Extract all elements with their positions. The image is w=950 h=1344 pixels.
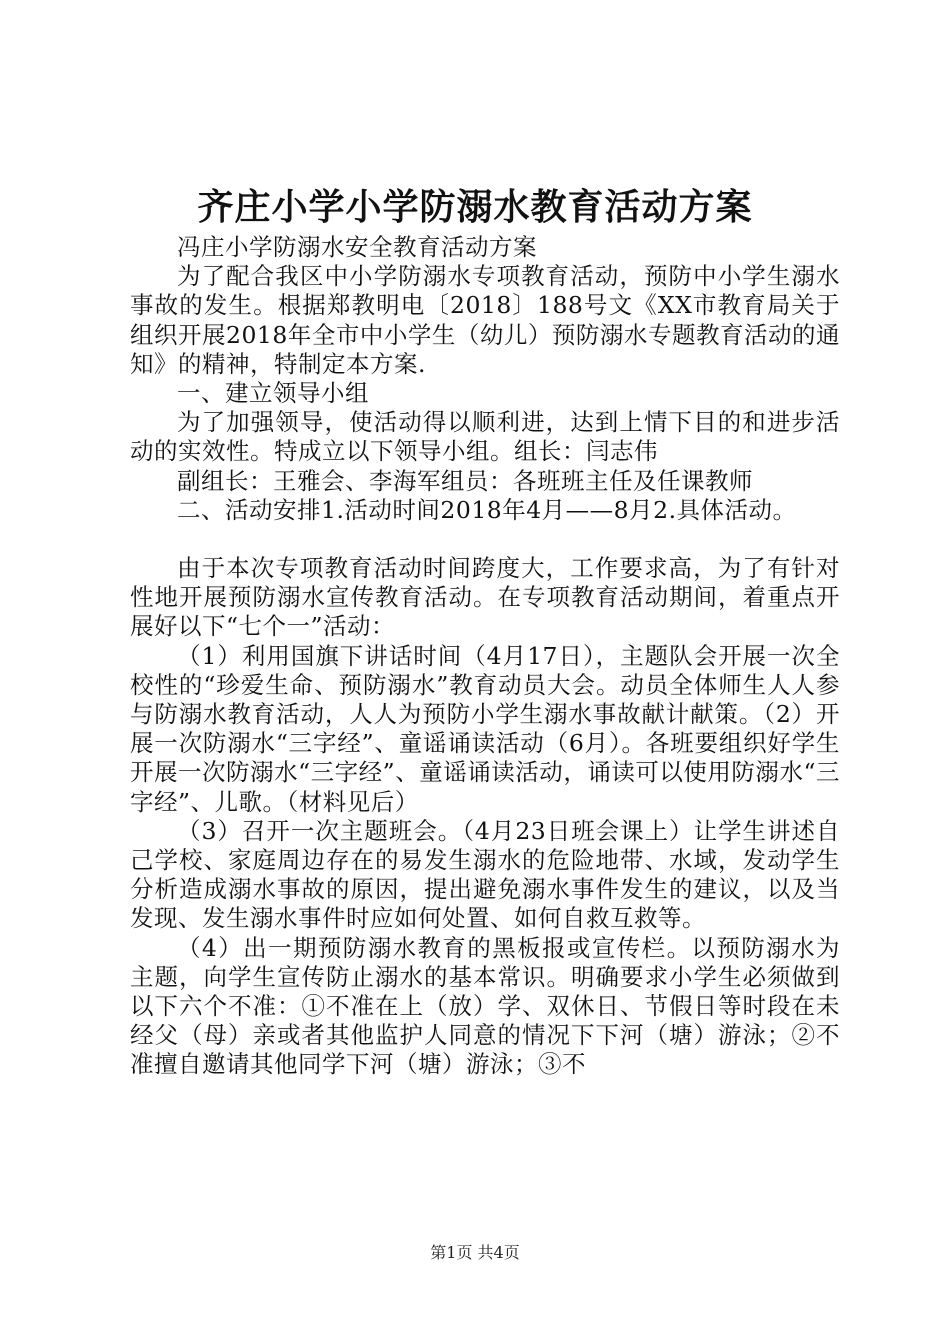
paragraph-activity-3: （3）召开一次主题班会。（4月23日班会课上）让学生讲述自己学校、家庭周边存在的易发生溺水的危险地带、水域，发动学生分析造成溺水事故的原因，提出避免溺水事件发生的建议，以及当发现、发生溺水事件时应如何处置、如何自救互救等。 xyxy=(130,816,840,933)
document-title: 齐庄小学小学防溺水教育活动方案 xyxy=(197,186,753,228)
document-body xyxy=(130,233,840,1080)
paragraph-activity-4: （4）出一期预防溺水教育的黑板报或宣传栏。以预防溺水为主题，向学生宣传防止溺水的基本常识。明确要求小学生必须做到以下六个不准：①不准在上（放）学、双休日、节假日等时段在未经父（母）亲或者其他监护人同意的情况下下河（塘）游泳；②不准擅自邀请其他同学下河（塘）游泳；③不 xyxy=(130,933,840,1079)
paragraph-deputy-leaders: 副组长：王雅会、李海军组员：各班班主任及任课教师 xyxy=(177,466,753,495)
paragraph-activity-1-2: （1）利用国旗下讲话时间（4月17日），主题队会开展一次全校性的“珍爱生命、预防溺水”教育动员大会。动员全体师生人人参与防溺水教育活动，人人为预防小学生溺水事故献计献策。（2）开展一次防溺水“三字经”、童谣诵读活动（6月）。各班要组织好学生开展一次防溺水“三字经”、童谣诵读活动，诵读可以使用防溺水“三字经”、儿歌。（材料见后） xyxy=(130,641,840,816)
paragraph-subtitle: 冯庄小学防溺水安全教育活动方案 xyxy=(177,233,537,261)
page-footer: 第1页 共4页 xyxy=(430,1243,520,1262)
paragraph-intro: 为了配合我区中小学防溺水专项教育活动，预防中小学生溺水事故的发生。根据郑教明电〔2018〕188号文《XX市教育局关于组织开展2018年全市中小学生（幼儿）预防溺水专题教育活动的通知》的精神，特制定本方案. xyxy=(130,262,840,378)
paragraph-seven-activities: 由于本次专项教育活动时间跨度大，工作要求高，为了有针对性地开展预防溺水宣传教育活动。在专项教育活动期间，着重点开展好以下“七个一”活动： xyxy=(130,554,840,641)
section-heading-leadership: 一、建立领导小组 xyxy=(177,379,369,408)
paragraph-leadership: 为了加强领导，使活动得以顺利进，达到上情下目的和进步活动的实效性。特成立以下领导小组。组长：闫志伟 xyxy=(130,408,840,466)
section-heading-schedule: 二、活动安排1.活动时间2018年4月——8月2.具体活动。 xyxy=(177,495,797,524)
